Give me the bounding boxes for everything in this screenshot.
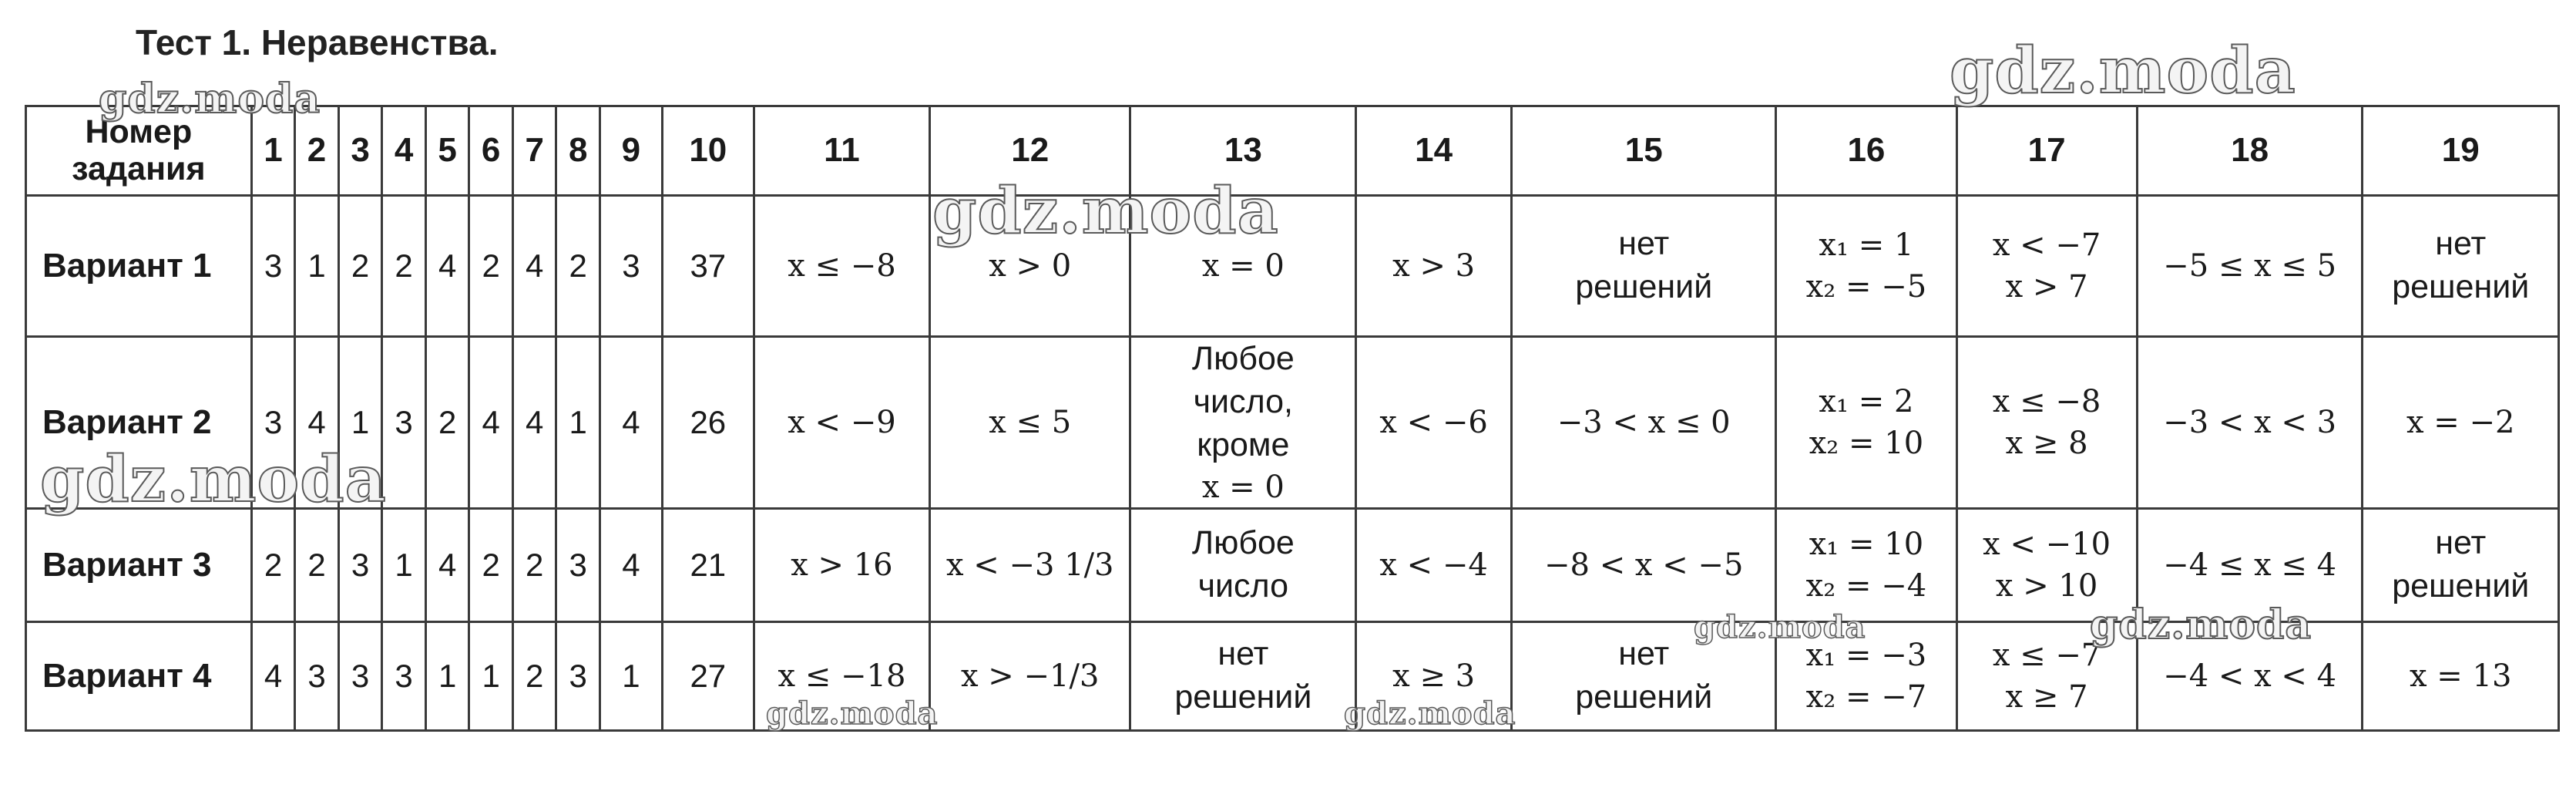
cell-line: 1 [569, 403, 587, 440]
cell-line: x ≤ −8 [1992, 383, 2101, 419]
cell-line: нет [1618, 635, 1670, 672]
cell-line: число [1197, 567, 1289, 604]
table-cell [1130, 337, 1356, 509]
table-cell [469, 508, 513, 621]
cell-line: 2 [482, 546, 500, 583]
watermark-text: gdz.moda [99, 76, 321, 123]
col-header-5: 5 [425, 106, 469, 196]
cell-line: 2 [569, 247, 587, 284]
table-cell [662, 337, 754, 509]
table-row [26, 508, 2559, 621]
cell-line: 4 [622, 403, 640, 440]
cell-line: x₁ = 10 [1809, 526, 1924, 562]
table-cell [754, 621, 929, 730]
watermark-text: gdz.moda [932, 174, 1279, 248]
cell-line: 3 [395, 403, 413, 440]
table-cell [295, 196, 339, 337]
table-cell [1130, 196, 1356, 337]
cell-line: 3 [622, 247, 640, 284]
table-cell [2137, 621, 2363, 730]
cell-line: 2 [307, 546, 326, 583]
cell-line: x = 0 [1201, 248, 1285, 284]
cell-line: x ≤ −7 [1992, 637, 2101, 673]
table-cell [425, 621, 469, 730]
table-cell [469, 337, 513, 509]
cell-line: x = 13 [2410, 658, 2512, 694]
col-header-1: 1 [251, 106, 295, 196]
cell-line: нет [2435, 225, 2487, 263]
cell-line: Любое [1191, 340, 1295, 377]
table-cell [754, 337, 929, 509]
table-cell [2363, 337, 2559, 509]
answers-table [25, 105, 2560, 732]
table-cell [469, 196, 513, 337]
cell-line: −4 < x < 4 [2163, 658, 2337, 694]
cell-line: 3 [307, 657, 326, 694]
col-header-10: 10 [662, 106, 754, 196]
table-cell [1956, 196, 2137, 337]
table-cell [1512, 337, 1776, 509]
table-cell [556, 621, 600, 730]
cell-line: x = 0 [1201, 469, 1285, 505]
cell-line: 1 [395, 546, 413, 583]
table-cell [2363, 508, 2559, 621]
cell-line: 4 [622, 546, 640, 583]
table-cell [662, 508, 754, 621]
cell-line: −3 < x < 3 [2163, 404, 2337, 440]
table-cell [754, 508, 929, 621]
table-cell [1956, 337, 2137, 509]
table-cell [556, 337, 600, 509]
cell-line: 2 [264, 546, 283, 583]
row-label: Вариант 2 [26, 337, 252, 509]
table-cell [1776, 337, 1956, 509]
table-cell [600, 196, 663, 337]
cell-line: 4 [526, 403, 544, 440]
table-cell [930, 508, 1130, 621]
cell-line: 1 [307, 247, 326, 284]
table-cell [1776, 621, 1956, 730]
watermark-text: gdz.moda [1694, 609, 1866, 645]
cell-line: x < −7 [1992, 227, 2101, 263]
cell-line: 1 [438, 657, 457, 694]
cell-line: x < −10 [1983, 526, 2111, 562]
table-cell [1356, 508, 1512, 621]
col-header-19: 19 [2363, 106, 2559, 196]
watermark-text: gdz.moda [1344, 695, 1516, 732]
cell-line: решений [1575, 268, 1713, 305]
table-cell [600, 621, 663, 730]
cell-line: x₂ = −7 [1805, 678, 1927, 715]
table-cell [295, 508, 339, 621]
table-cell [338, 337, 382, 509]
cell-line: 2 [482, 247, 500, 284]
cell-line: 3 [569, 546, 587, 583]
cell-line: x = −2 [2406, 404, 2515, 440]
cell-line: −5 ≤ x ≤ 5 [2163, 248, 2337, 284]
page-title: Тест 1. Неравенства. [136, 22, 499, 62]
table-cell [2363, 196, 2559, 337]
cell-line: 3 [264, 247, 283, 284]
table-cell [2363, 621, 2559, 730]
table-cell [1776, 196, 1956, 337]
table-cell [1512, 196, 1776, 337]
cell-line: решений [1575, 678, 1713, 716]
cell-line: нет [1217, 635, 1269, 672]
cell-line: x < −6 [1379, 404, 1488, 440]
cell-line: x ≥ 8 [2005, 425, 2088, 461]
cell-line: 3 [351, 657, 370, 694]
cell-line: x ≤ 5 [989, 404, 1072, 440]
col-header-13: 13 [1130, 106, 1356, 196]
table-cell [512, 337, 556, 509]
cell-line: x < −9 [788, 404, 896, 440]
col-header-3: 3 [338, 106, 382, 196]
table-cell [930, 621, 1130, 730]
col-header-14: 14 [1356, 106, 1512, 196]
col-header-16: 16 [1776, 106, 1956, 196]
cell-line: 4 [438, 247, 457, 284]
table-row [26, 337, 2559, 509]
table-row [26, 621, 2559, 730]
row-label: Вариант 4 [26, 621, 252, 730]
table-cell [425, 508, 469, 621]
cell-line: решений [1174, 678, 1312, 716]
col-header-6: 6 [469, 106, 513, 196]
cell-line: −3 < x ≤ 0 [1557, 404, 1731, 440]
table-cell [512, 508, 556, 621]
table-cell [469, 621, 513, 730]
cell-line: 3 [264, 403, 283, 440]
cell-line: x ≥ 3 [1392, 658, 1476, 694]
table-cell [1130, 621, 1356, 730]
cell-line: 4 [264, 657, 283, 694]
table-cell [295, 337, 339, 509]
col-header-18: 18 [2137, 106, 2363, 196]
cell-line: 21 [690, 546, 727, 583]
table-cell [662, 621, 754, 730]
cell-line: x > 3 [1392, 248, 1476, 284]
cell-line: x₂ = 10 [1809, 425, 1924, 461]
table-cell [2137, 508, 2363, 621]
cell-line: x₁ = −3 [1805, 637, 1927, 673]
col-header-15: 15 [1512, 106, 1776, 196]
cell-line: x ≤ −18 [778, 658, 906, 694]
watermark-text: gdz.moda [2090, 601, 2312, 648]
cell-line: число, [1193, 382, 1293, 420]
row-label: Вариант 3 [26, 508, 252, 621]
cell-line: нет [2435, 524, 2487, 561]
table-cell [1512, 508, 1776, 621]
table-cell [251, 196, 295, 337]
table-cell [1956, 621, 2137, 730]
cell-line: 1 [351, 403, 370, 440]
cell-line: кроме [1197, 426, 1290, 463]
col-header-17: 17 [1956, 106, 2137, 196]
corner-header: Номер задания [26, 106, 252, 196]
cell-line: x < −4 [1379, 547, 1488, 583]
cell-line: 4 [438, 546, 457, 583]
table-cell [295, 621, 339, 730]
col-header-2: 2 [295, 106, 339, 196]
table-cell [382, 337, 426, 509]
cell-line: 2 [395, 247, 413, 284]
cell-line: 2 [351, 247, 370, 284]
cell-line: x₁ = 2 [1819, 383, 1914, 419]
answers-body [26, 196, 2559, 731]
cell-line: 2 [526, 546, 544, 583]
cell-line: 3 [351, 546, 370, 583]
cell-line: x₂ = −5 [1805, 269, 1927, 305]
table-cell [425, 196, 469, 337]
table-cell [251, 508, 295, 621]
table-row [26, 196, 2559, 337]
col-header-8: 8 [556, 106, 600, 196]
table-cell [338, 508, 382, 621]
table-cell [512, 196, 556, 337]
cell-line: 27 [690, 657, 727, 694]
table-cell [556, 196, 600, 337]
cell-line: 1 [482, 657, 500, 694]
table-cell [382, 621, 426, 730]
table-cell [662, 196, 754, 337]
table-cell [930, 196, 1130, 337]
table-cell [2137, 196, 2363, 337]
cell-line: 1 [622, 657, 640, 694]
table-cell [2137, 337, 2363, 509]
table-cell [600, 508, 663, 621]
table-cell [425, 337, 469, 509]
cell-line: 4 [526, 247, 544, 284]
cell-line: 37 [690, 247, 727, 284]
cell-line: 4 [482, 403, 500, 440]
header-row [26, 106, 2559, 196]
table-cell [1512, 621, 1776, 730]
cell-line: 2 [438, 403, 457, 440]
cell-line: x > 10 [1995, 567, 2098, 604]
cell-line: Любое [1191, 524, 1295, 561]
cell-line: 26 [690, 403, 727, 440]
cell-line: x > 0 [989, 248, 1072, 284]
watermark-text: gdz.moda [766, 695, 939, 732]
cell-line: x ≥ 7 [2005, 678, 2088, 715]
table-cell [1356, 621, 1512, 730]
cell-line: нет [1618, 225, 1670, 263]
table-cell [338, 196, 382, 337]
cell-line: 2 [526, 657, 544, 694]
cell-line: −8 < x < −5 [1544, 547, 1744, 583]
cell-line: 3 [395, 657, 413, 694]
table-cell [1356, 196, 1512, 337]
col-header-9: 9 [600, 106, 663, 196]
table-cell [1356, 337, 1512, 509]
table-cell [600, 337, 663, 509]
cell-line: x₂ = −4 [1805, 567, 1927, 604]
table-cell [382, 196, 426, 337]
col-header-4: 4 [382, 106, 426, 196]
table-cell [556, 508, 600, 621]
row-label: Вариант 1 [26, 196, 252, 337]
cell-line: 3 [569, 657, 587, 694]
cell-line: x ≤ −8 [788, 248, 896, 284]
col-header-12: 12 [930, 106, 1130, 196]
col-header-7: 7 [512, 106, 556, 196]
col-header-11: 11 [754, 106, 929, 196]
table-cell [930, 337, 1130, 509]
cell-line: 4 [307, 403, 326, 440]
table-cell [251, 621, 295, 730]
table-cell [754, 196, 929, 337]
table-cell [1956, 508, 2137, 621]
cell-line: x > −1/3 [961, 658, 1100, 694]
cell-line: x > 7 [2005, 269, 2088, 305]
cell-line: x₁ = 1 [1819, 227, 1914, 263]
cell-line: x > 16 [791, 547, 893, 583]
table-cell [251, 337, 295, 509]
table-cell [512, 621, 556, 730]
watermark-text: gdz.moda [1950, 34, 2296, 108]
cell-line: −4 ≤ x ≤ 4 [2163, 547, 2337, 583]
table-cell [1776, 508, 1956, 621]
table-cell [338, 621, 382, 730]
watermark-text: gdz.moda [40, 443, 387, 517]
table-cell [1130, 508, 1356, 621]
cell-line: решений [2392, 567, 2530, 604]
cell-line: решений [2392, 268, 2530, 305]
table-cell [382, 508, 426, 621]
cell-line: x < −3 1/3 [945, 547, 1114, 583]
